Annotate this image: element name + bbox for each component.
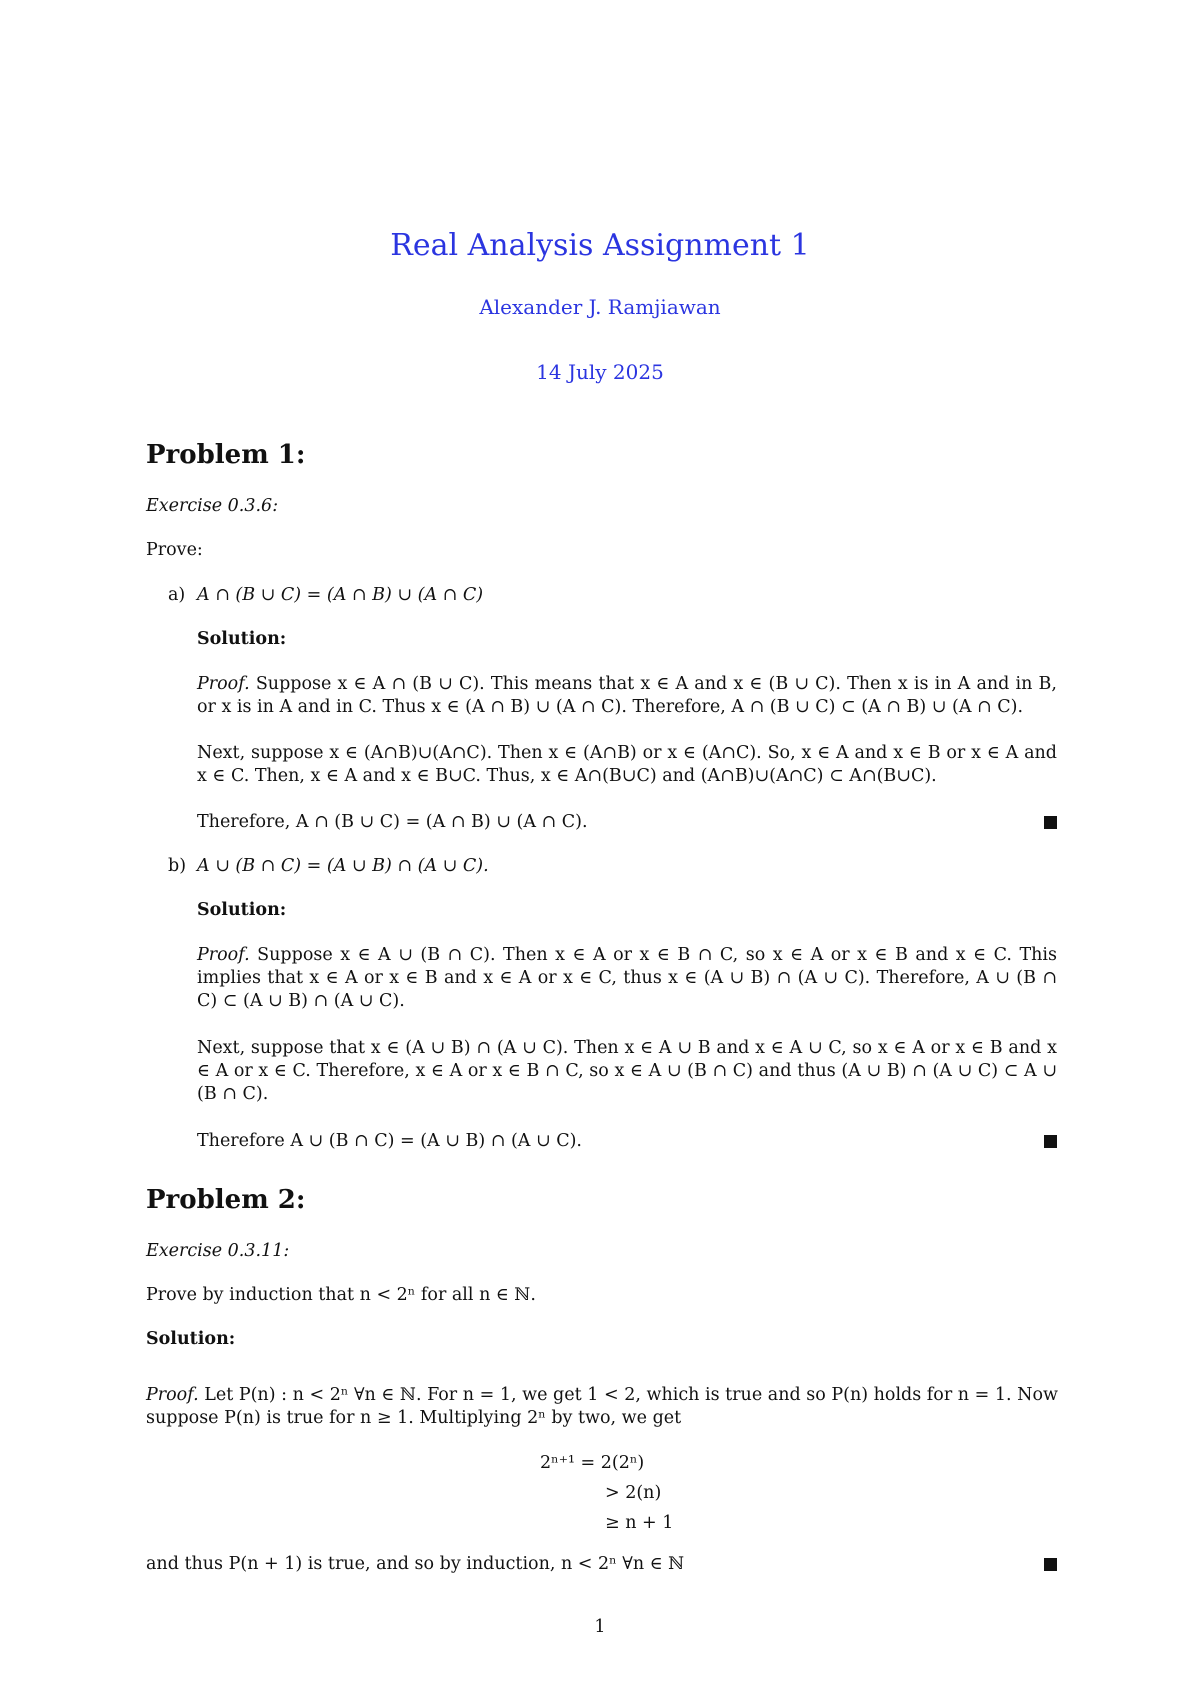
part-b-proof-paragraph-2: Next, suppose that x ∈ (A ∪ B) ∩ (A ∪ C). Then x ∈ A ∪ B and x ∈ A ∪ C, so x ∈ A or x ∈ B and x ∈ A or x ∈ C. Therefore, x ∈ A or x ∈ B ∩ C, so x ∈ A ∪ (B ∩ C) and thus (A ∪ B) ∩ (A ∪ C) ⊂ A ∪ (B ∩ C). [197,1038,1057,1104]
problem-2-proof-text-1: Let P(n) : n < 2ⁿ ∀n ∈ ℕ. For n = 1, we get 1 < 2, which is true and so P(n) holds for n = 1. Now suppose P(n) is true for n ≥ 1. Multiplying 2ⁿ by two, we get [146,1385,1058,1428]
part-a-proof-paragraph-3: Therefore, A ∩ (B ∪ C) = (A ∩ B) ∪ (A ∩ C). [197,812,588,832]
problem-2-solution-label: Solution: [146,1329,236,1349]
part-b-proof-text-1: Suppose x ∈ A ∪ (B ∩ C). Then x ∈ A or x ∈ B ∩ C, so x ∈ A or x ∈ B and x ∈ C. This implies that x ∈ A or x ∈ B and x ∈ A or x ∈ C, thus x ∈ (A ∪ B) ∩ (A ∪ C). Therefore, A ∪ (B ∩ C) ⊂ (A ∪ B) ∩ (A ∪ C). [197,945,1057,1011]
page-number: 1 [594,1617,606,1637]
qed-square [1044,1558,1057,1571]
qed-square [1044,816,1057,829]
document-date: 14 July 2025 [536,360,664,384]
problem-2-heading: Problem 2: [146,1185,306,1215]
part-a-label: a) [168,585,186,605]
equation-line-1: 2ⁿ⁺¹ = 2(2ⁿ) [540,1453,645,1473]
problem-2-proof-lead: Proof. [146,1385,199,1405]
part-b-proof-paragraph-3: Therefore A ∪ (B ∩ C) = (A ∪ B) ∩ (A ∪ C). [197,1131,582,1151]
part-b-solution-label: Solution: [197,900,287,920]
equation-line-2: > 2(n) [605,1483,662,1503]
part-a-proof-text-1: Suppose x ∈ A ∩ (B ∪ C). This means that x ∈ A and x ∈ (B ∪ C). Then x is in A and in B, or x is in A and in C. Thus x ∈ (A ∩ B) ∪ (A ∩ C). Therefore, A ∩ (B ∪ C) ⊂ (A ∩ B) ∪ (A ∩ C). [197,674,1057,717]
problem-2-conclusion: and thus P(n + 1) is true, and so by induction, n < 2ⁿ ∀n ∈ ℕ [146,1554,685,1574]
part-b-proof-lead: Proof. [197,945,250,965]
part-a-proof-lead: Proof. [197,674,250,694]
document-title: Real Analysis Assignment 1 [390,228,810,263]
part-a-proof-paragraph-1 [197,673,1057,719]
problem-2-prompt: Prove by induction that n < 2ⁿ for all n ∈ ℕ. [146,1285,536,1305]
part-b-proof-paragraph-1 [197,944,1057,1013]
problem-2-proof-paragraph-1 [146,1384,1058,1430]
part-a-proof-paragraph-2: Next, suppose x ∈ (A∩B)∪(A∩C). Then x ∈ (A∩B) or x ∈ (A∩C). So, x ∈ A and x ∈ B or x ∈ A and x ∈ C. Then, x ∈ A and x ∈ B∪C. Thus, x ∈ A∩(B∪C) and (A∩B)∪(A∩C) ⊂ A∩(B∪C). [197,743,1057,786]
part-a-statement: A ∩ (B ∪ C) = (A ∩ B) ∪ (A ∩ C) [197,585,484,605]
problem-1-heading: Problem 1: [146,440,306,470]
part-b-statement: A ∪ (B ∩ C) = (A ∪ B) ∩ (A ∪ C). [197,856,489,876]
problem-1-exercise: Exercise 0.3.6: [146,496,279,516]
qed-square [1044,1135,1057,1148]
part-a-solution-label: Solution: [197,629,287,649]
problem-1-prove: Prove: [146,540,203,560]
part-b-label: b) [168,856,187,876]
document-author: Alexander J. Ramjiawan [479,295,721,319]
problem-2-exercise: Exercise 0.3.11: [146,1241,290,1261]
equation-line-3: ≥ n + 1 [605,1513,674,1533]
